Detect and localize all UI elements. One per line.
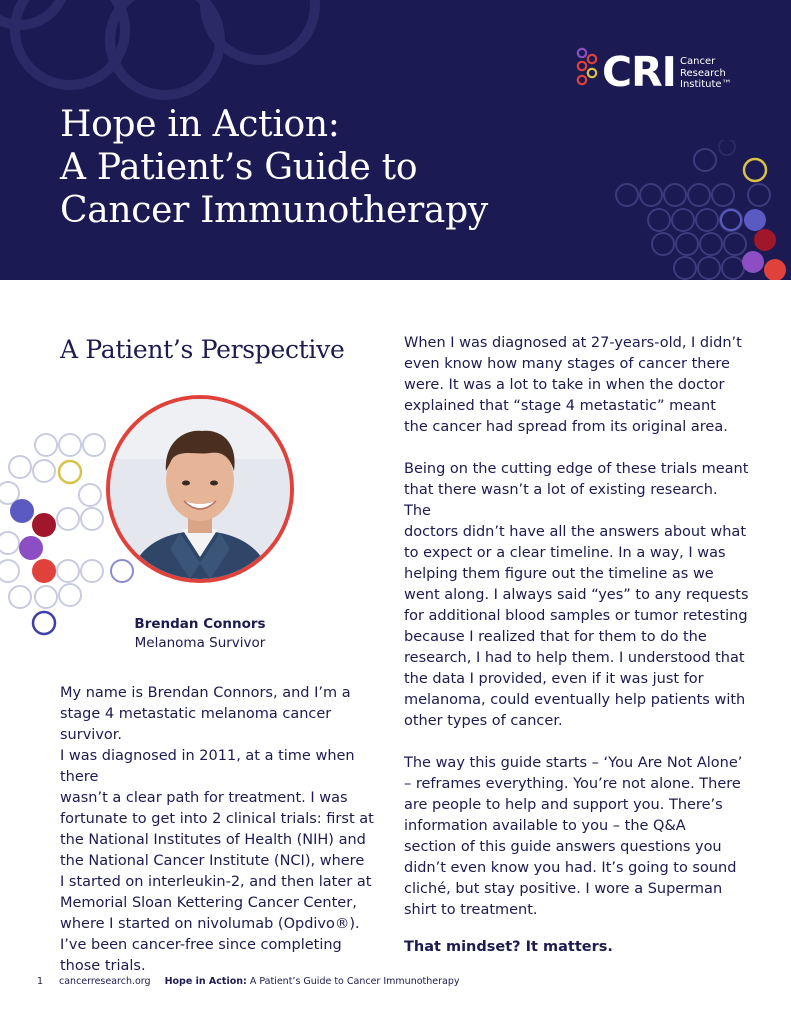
text-line: the cancer had spread from its original area. [404, 419, 728, 435]
guide-paragraph [404, 753, 749, 921]
footer-guide-bold: Hope in Action: [164, 976, 247, 987]
section-title: A Patient’s Perspective [60, 335, 345, 364]
text-line: I’ve been cancer-free since completing [60, 937, 342, 953]
text-line: research, I had to help them. I understood that [404, 650, 745, 666]
page-number: 1 [37, 976, 44, 987]
portrait-caption [100, 615, 300, 653]
text-line: doctors didn’t have all the answers about what [404, 524, 747, 540]
text-line: The way this guide starts – ‘You Are Not Alone’ [404, 755, 743, 771]
logo-sub-line: Cancer [680, 56, 716, 67]
logo-wordmark: CRI [602, 48, 676, 96]
cri-logo[interactable] [572, 45, 752, 100]
header-banner [0, 0, 791, 280]
text-line: melanoma, could eventually help patients with [404, 692, 746, 708]
guide-title-line-2: A Patient’s Guide to [60, 147, 418, 188]
guide-title [60, 103, 488, 232]
portrait-photo [106, 395, 294, 583]
text-line: explained that “stage 4 metastatic” meant [404, 398, 716, 414]
text-line: went along. I always said “yes” to any requests [404, 587, 749, 603]
text-line: the National Cancer Institute (NCI), where [60, 853, 365, 869]
text-line: even know how many stages of cancer there [404, 356, 730, 372]
text-line: I was diagnosed in 2011, at a time when there [60, 748, 355, 785]
intro-paragraph [60, 683, 385, 977]
right-text-column [404, 333, 749, 958]
survivor-name: Brendan Connors [134, 616, 266, 632]
text-line: Memorial Sloan Kettering Cancer Center, [60, 895, 357, 911]
person-portrait-icon [110, 399, 290, 579]
text-line: wasn’t a clear path for treatment. I was [60, 790, 348, 806]
guide-title-line-1: Hope in Action: [60, 104, 340, 145]
text-line: the National Institutes of Health (NIH) and [60, 832, 366, 848]
closing-statement: That mindset? It matters. [404, 939, 613, 955]
text-line: the data I provided, even if it was just for [404, 671, 704, 687]
text-line: stage 4 metastatic melanoma cancer survivor. [60, 706, 332, 743]
diagnosis-paragraph [404, 333, 749, 438]
text-line: When I was diagnosed at 27-years-old, I didn’t [404, 335, 742, 351]
page-footer [37, 976, 460, 987]
text-line: information available to you – the Q&A [404, 818, 686, 834]
trials-paragraph [404, 459, 749, 732]
left-text-column [60, 683, 385, 977]
text-line: Being on the cutting edge of these trials meant [404, 461, 749, 477]
text-line: helping them figure out the timeline as we [404, 566, 714, 582]
text-line: I started on interleukin-2, and then later at [60, 874, 372, 890]
guide-title-line-3: Cancer Immunotherapy [60, 190, 488, 231]
text-line: other types of cancer. [404, 713, 563, 729]
text-line: for additional blood samples or tumor retesting [404, 608, 748, 624]
logo-sub-line: Institute™ [680, 79, 732, 90]
text-line: that there wasn’t a lot of existing research. The [404, 482, 718, 519]
website-link[interactable]: cancerresearch.org [59, 976, 151, 987]
text-line: where I started on nivolumab (Opdivo®). [60, 916, 360, 932]
text-line: because I realized that for them to do the [404, 629, 707, 645]
text-line: are people to help and support you. There’s [404, 797, 723, 813]
footer-guide-title: A Patient’s Guide to Cancer Immunotherapy [246, 976, 460, 987]
survivor-role: Melanoma Survivor [134, 635, 266, 651]
text-line: were. It was a lot to take in when the doctor [404, 377, 725, 393]
header-circle-cluster [615, 140, 791, 280]
text-line: – reframes everything. You’re not alone. There [404, 776, 741, 792]
text-line: shirt to treatment. [404, 902, 538, 918]
logo-subtitle [680, 56, 732, 91]
logo-sub-line: Research [680, 67, 726, 79]
text-line: to expect or a clear timeline. In a way, I was [404, 545, 726, 561]
text-line: those trials. [60, 958, 146, 974]
logo-dots-icon [572, 45, 602, 95]
text-line: section of this guide answers questions you [404, 839, 722, 855]
text-line: My name is Brendan Connors, and I’m a [60, 685, 351, 701]
text-line: cliché, but stay positive. I wore a Superman [404, 881, 723, 897]
text-line: didn’t even know you had. It’s going to sound [404, 860, 737, 876]
text-line: fortunate to get into 2 clinical trials: first at [60, 811, 374, 827]
